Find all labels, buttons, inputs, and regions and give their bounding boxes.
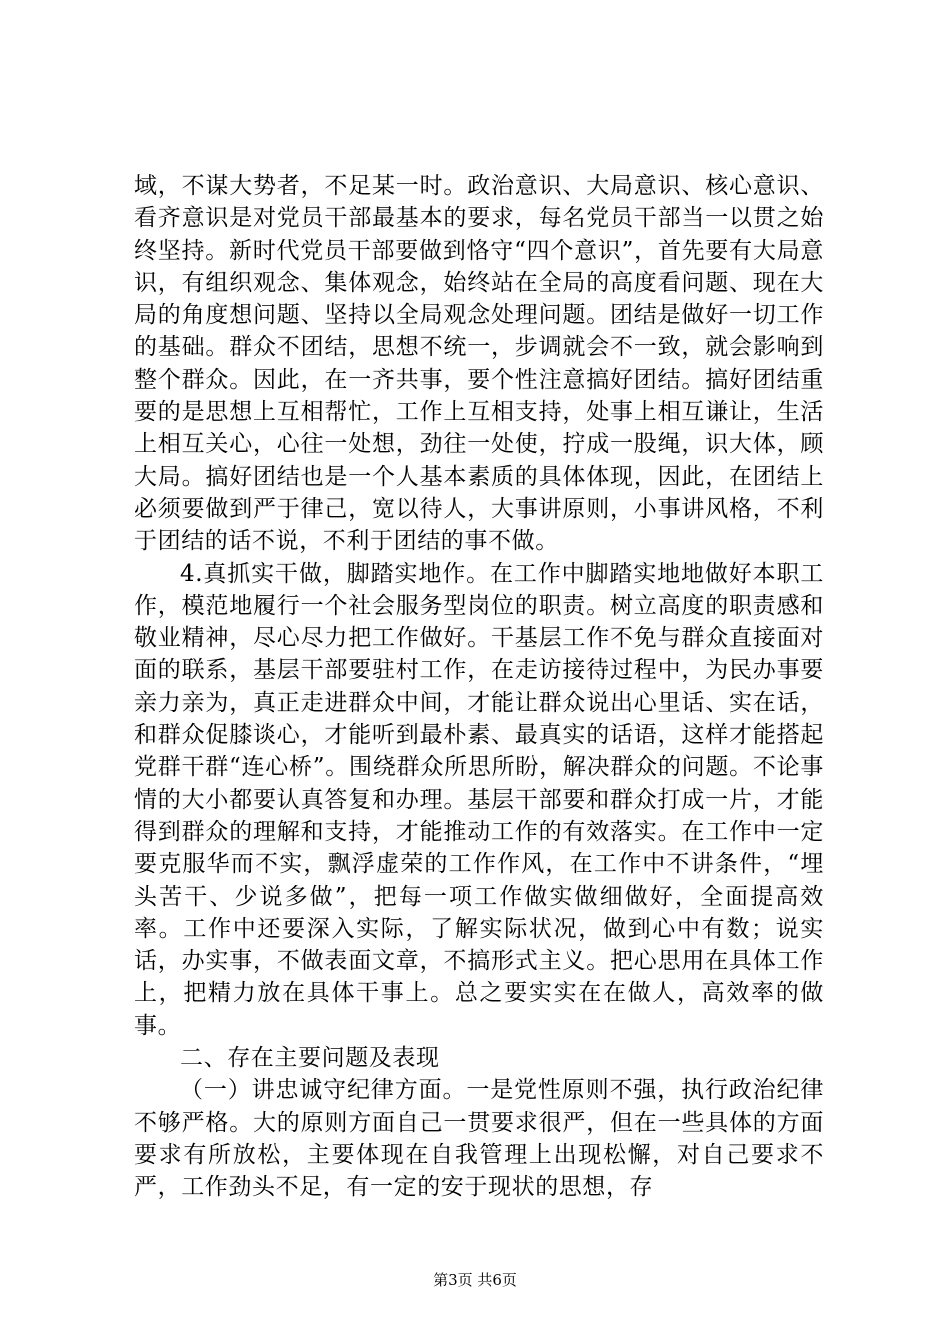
page-footer: 第3页 共6页 bbox=[433, 1271, 517, 1289]
paragraph-section-4: 4.真抓实干做，脚踏实地作。在工作中脚踏实地地做好本职工作，模范地履行一个社会服务型岗位的职责。树立高度的职责感和敬业精神，尽心尽力把工作做好。干基层工作不免与群众直接面对面的联系，基层干部要驻村工作，在走访接待过程中，为民办事要亲力亲为，真正走进群众中间，才能让群众说出心里话、实在话，和群众促膝谈心，才能听到最朴素、最真实的话语，这样才能搭起党群干群“连心桥”。围绕群众所思所盼，解决群众的问题。不论事情的大小都要认真答复和办理。基层干部要和群众打成一片，才能得到群众的理解和支持，才能推动工作的有效落实。在工作中一定要克服华而不实，飘浮虚荣的工作作风，在工作中不讲条件，“埋头苦干、少说多做”，把每一项工作做实做细做好，全面提高效率。工作中还要深入实际，了解实际状况，做到心中有数；说实话，办实事，不做表面文章，不搞形式主义。把心思用在具体工作上，把精力放在具体干事上。总之要实实在在做人，高效率的做事。 bbox=[134, 560, 824, 1039]
paragraph-continued: 域，不谋大势者，不足某一时。政治意识、大局意识、核心意识、看齐意识是对党员干部最基本的要求，每名党员干部当一以贯之始终坚持。新时代党员干部要做到恪守“四个意识”，首先要有大局意识，有组织观念、集体观念，始终站在全局的高度看问题、现在大局的角度想问题、坚持以全局观念处理问题。团结是做好一切工作的基础。群众不团结，思想不统一，步调就会不一致，就会影响到整个群众。因此，在一齐共事，要个性注意搞好团结。搞好团结重要的是思想上互相帮忙，工作上互相支持，处事上相互谦让，生活上相互关心，心往一处想，劲往一处使，拧成一股绳，识大体，顾大局。搞好团结也是一个人基本素质的具体体现，因此，在团结上必须要做到严于律己，宽以待人，大事讲原则，小事讲风格，不利于团结的话不说，不利于团结的事不做。 bbox=[134, 173, 824, 555]
section-heading-problems: 二、存在主要问题及表现 bbox=[180, 1045, 440, 1072]
document-body bbox=[134, 170, 824, 1204]
paragraph-subsection-1: （一）讲忠诚守纪律方面。一是党性原则不强，执行政治纪律不够严格。大的原则方面自己一贯要求很严，但在一些具体的方面要求有所放松，主要体现在自我管理上出现松懈，对自己要求不严，工作劲头不足，有一定的安于现状的思想，存 bbox=[134, 1077, 824, 1201]
